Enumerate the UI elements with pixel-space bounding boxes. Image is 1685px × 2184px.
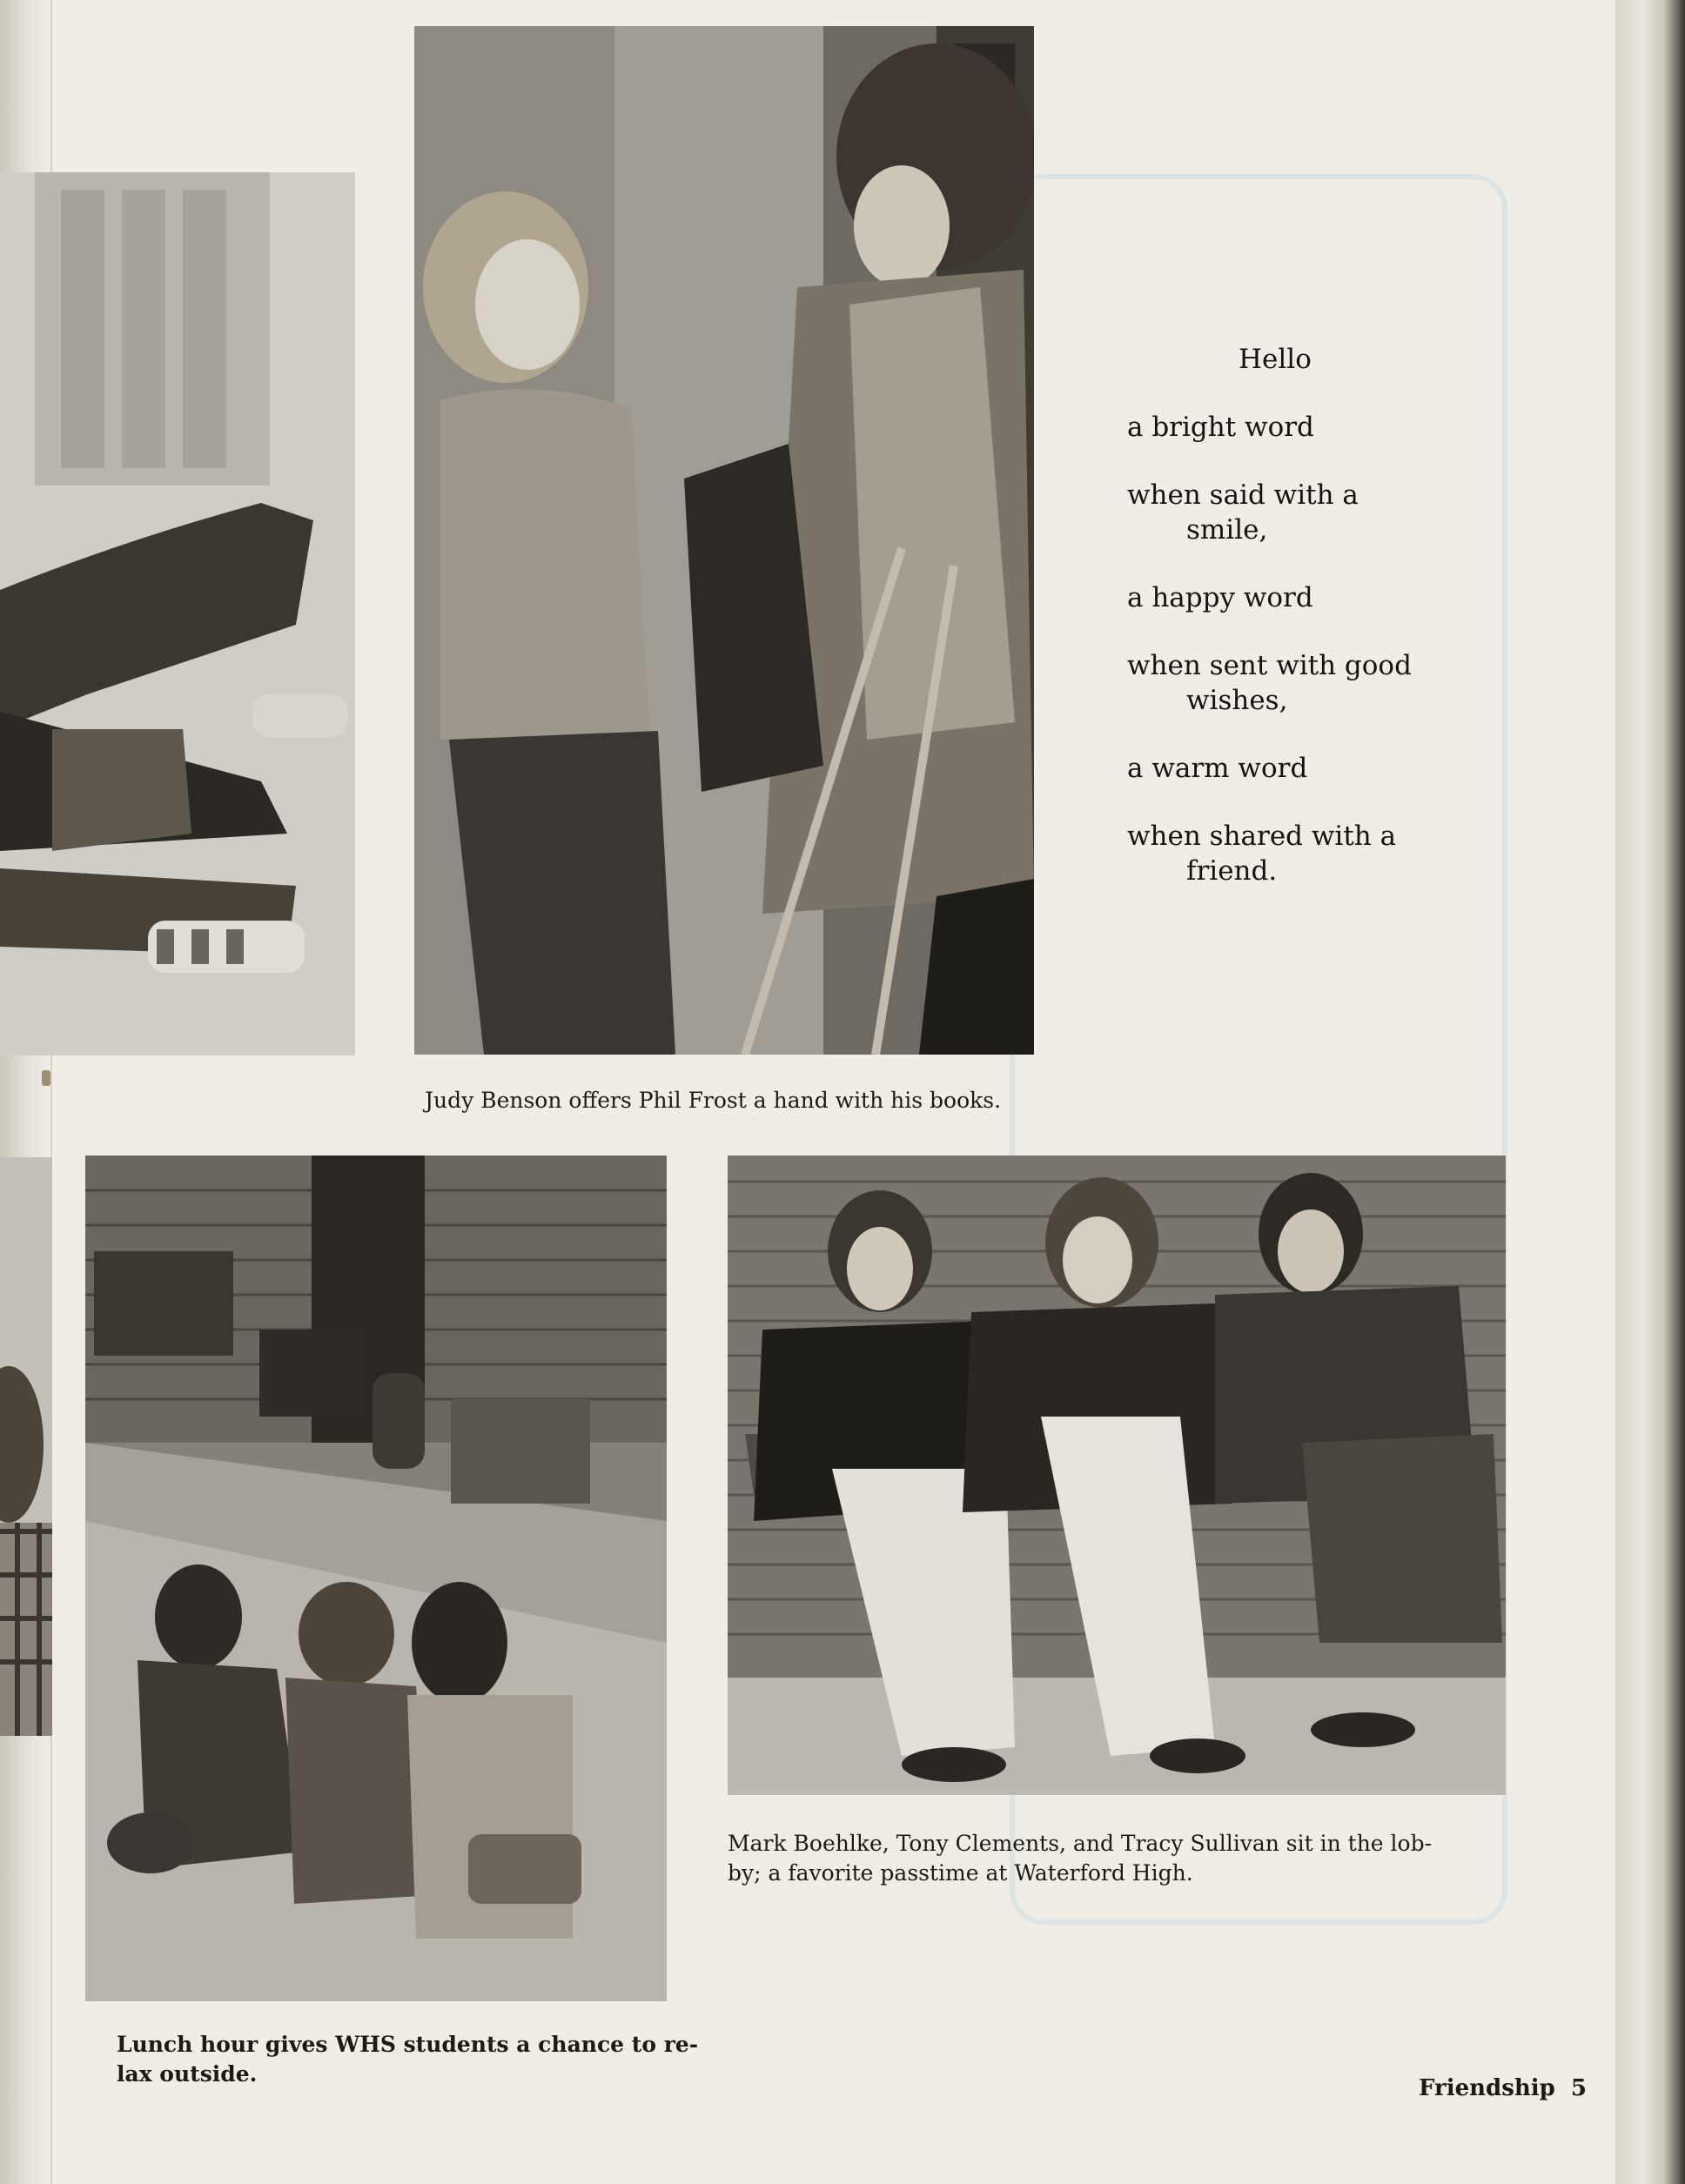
poem-line: when said with a: [1127, 479, 1359, 511]
poem-line: a warm word: [1127, 753, 1308, 784]
poem-line: Hello: [1239, 344, 1312, 375]
poem-line: smile,: [1186, 514, 1268, 546]
photo-lockers-students: [0, 172, 355, 1055]
caption-line: by; a favorite passtime at Waterford High.: [728, 1860, 1193, 1886]
poem-line: a happy word: [1127, 582, 1313, 613]
caption-line: lax outside.: [117, 2061, 258, 2087]
poem-line: when sent with good: [1127, 650, 1412, 681]
binding-stitch: [42, 1070, 50, 1086]
caption-line: Mark Boehlke, Tony Clements, and Tracy Sullivan sit in the lob-: [728, 1831, 1433, 1856]
section-title: Friendship: [1419, 2075, 1555, 2101]
caption-bench-photo: [728, 1829, 1511, 1888]
page-footer: [1419, 2075, 1602, 2101]
hello-poem: [1127, 342, 1475, 888]
caption-lunch-photo: [117, 2030, 699, 2089]
poem-line: wishes,: [1186, 685, 1288, 716]
book-cover-edge: [1615, 0, 1685, 2184]
photo-plaid-student: [0, 1157, 52, 1736]
poem-line: when shared with a: [1127, 821, 1397, 852]
photo-judy-and-phil: [414, 26, 1034, 1055]
poem-line: a bright word: [1127, 412, 1314, 443]
poem-line: friend.: [1186, 855, 1278, 887]
photo-bench-lobby: [728, 1156, 1506, 1795]
caption-line: Lunch hour gives WHS students a chance to re-: [117, 2032, 699, 2057]
caption-top-photo: Judy Benson offers Phil Frost a hand with his books.: [425, 1088, 1002, 1113]
photo-lunch-outside: [85, 1156, 667, 2001]
page-number: 5: [1570, 2075, 1587, 2101]
